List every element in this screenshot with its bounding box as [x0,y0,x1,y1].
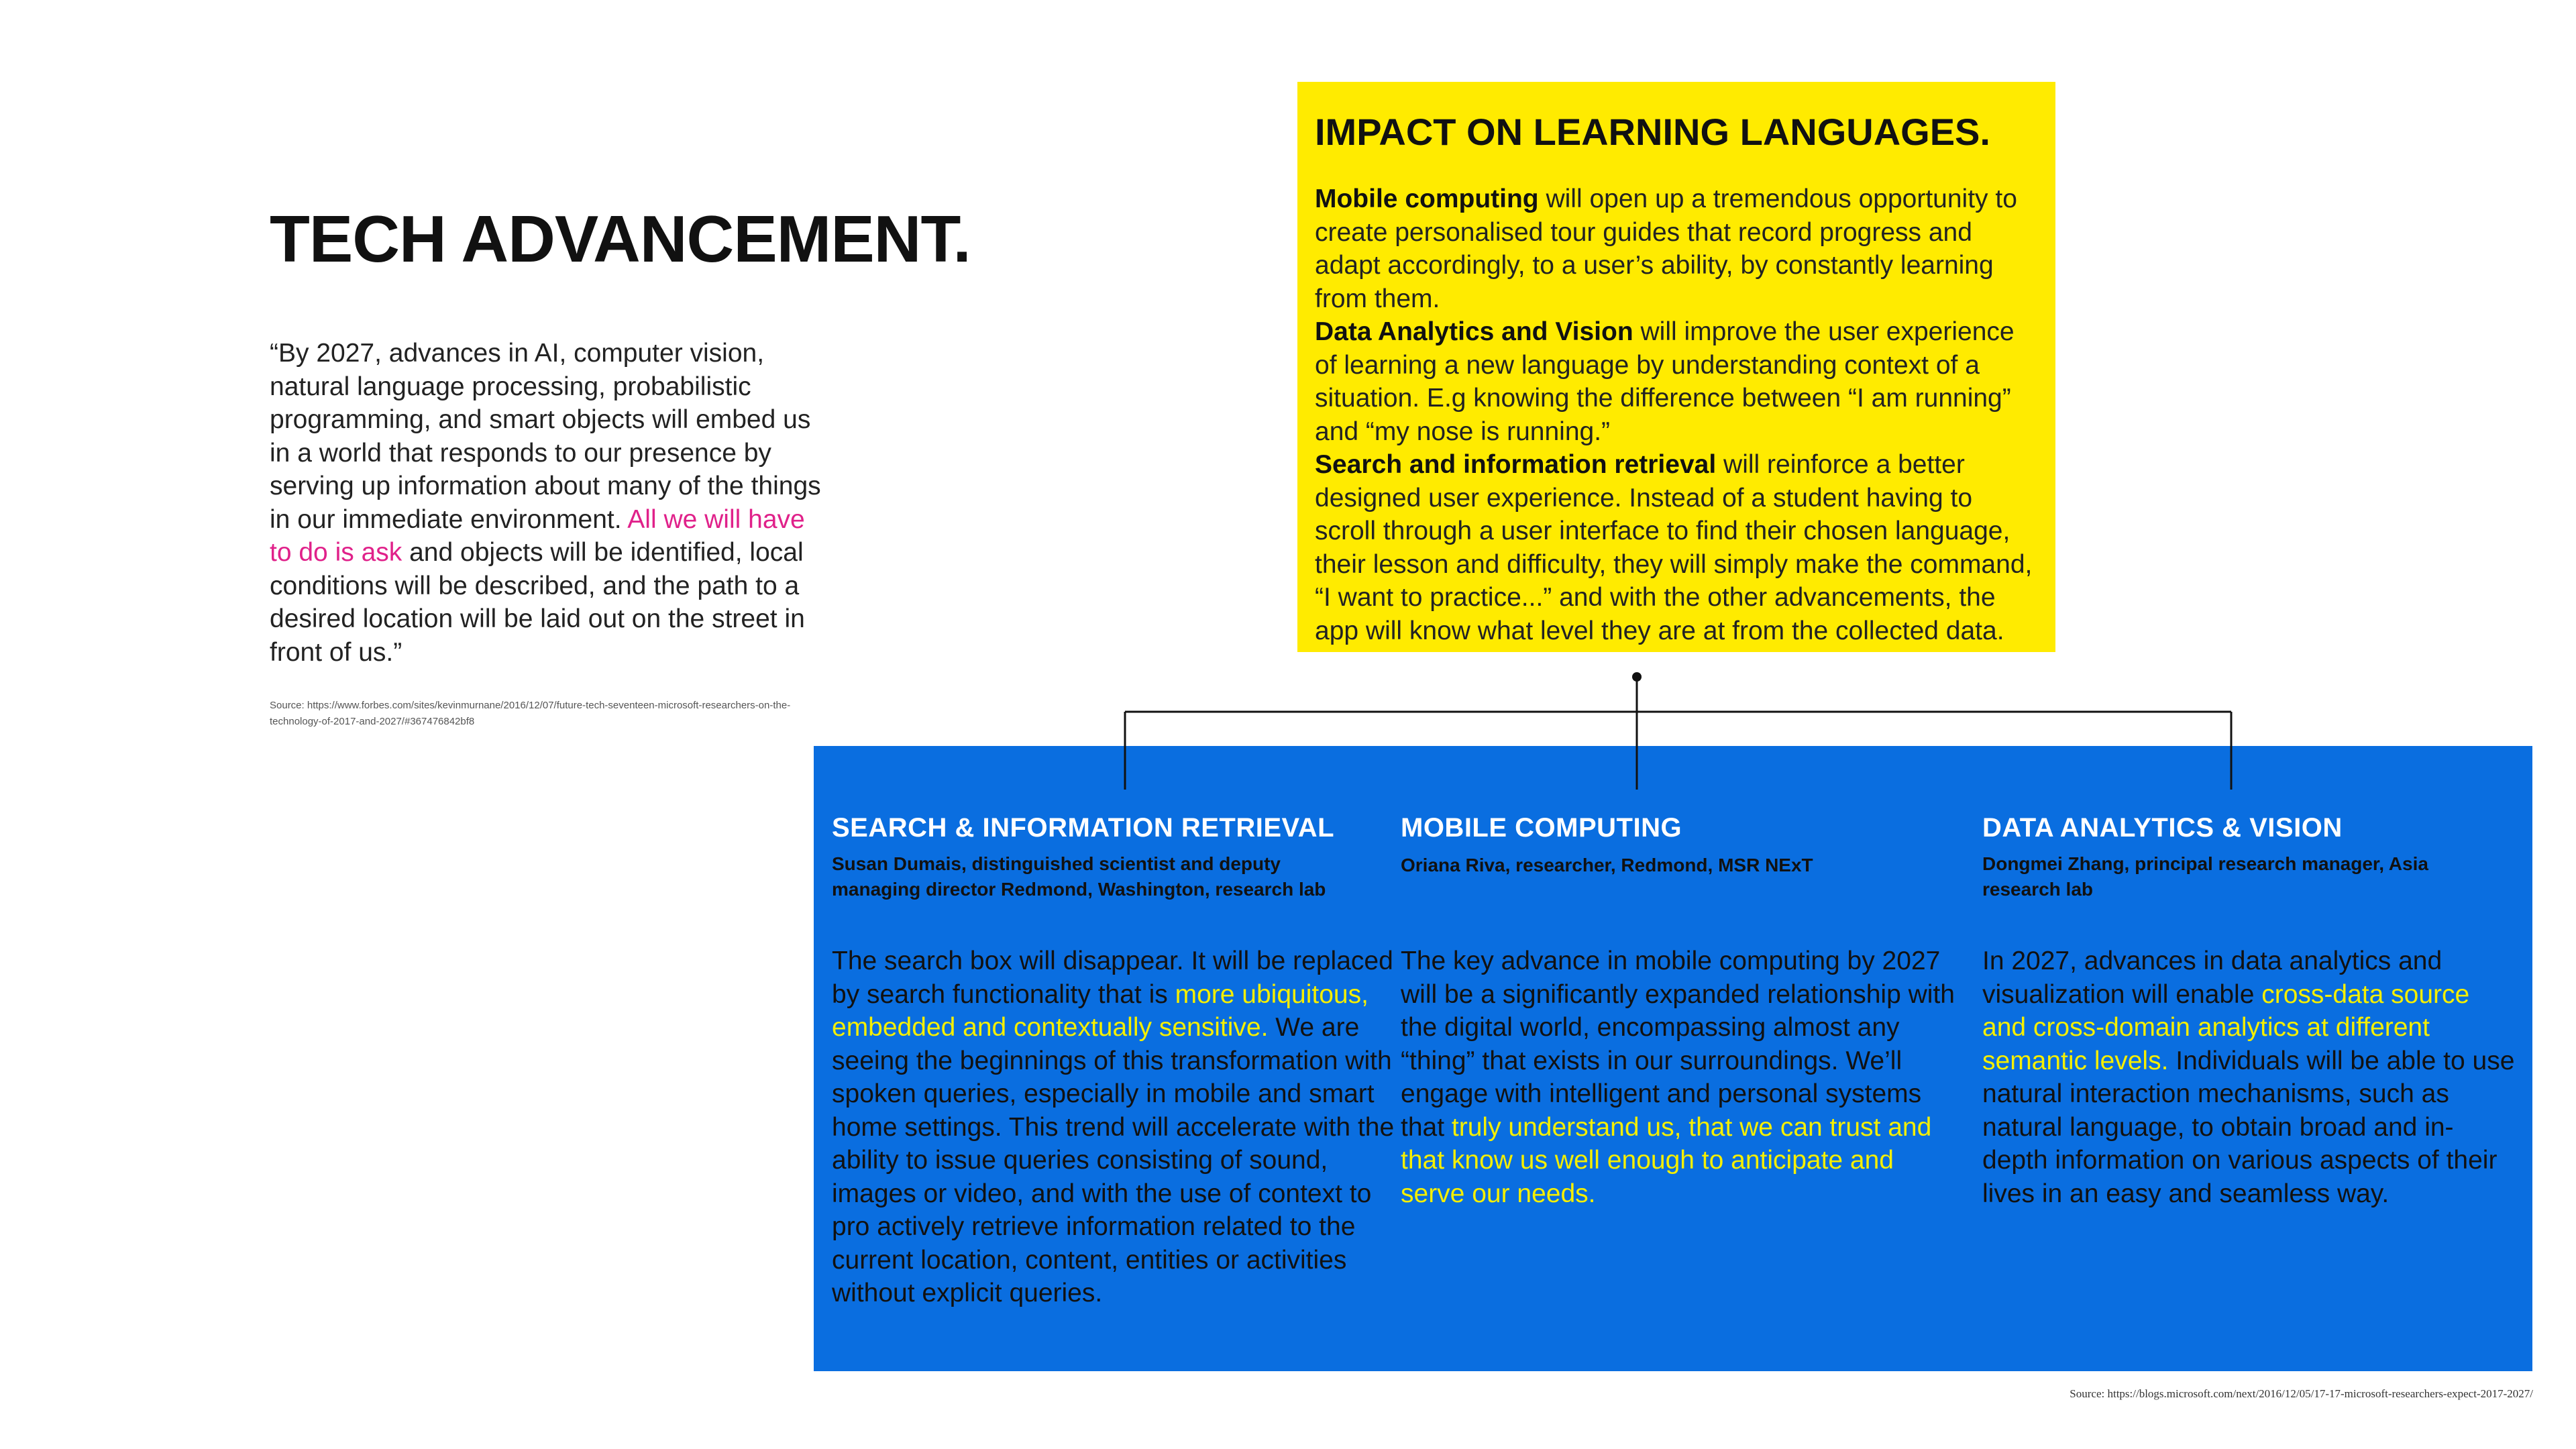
impact-term-search: Search and information retrieval [1315,450,1717,479]
quote-text-start: “By 2027, advances in AI, computer vision, natural language processing, probabilistic programming, and smart objects will embed us in a world that responds to our presence by serving up information about many of the things in our immediate environment. [270,339,821,534]
column-body-data [1982,945,2519,1210]
impact-text-search: will reinforce a better designed user experience. Instead of a student having to scroll through a user interface to find their chosen language, their lesson and difficulty, they will simply make the command, “I want to practice...” and with the other advancements, the app will know what level they are at from the collected data. [1315,450,2033,645]
column-person-search: Susan Dumais, distinguished scientist and deputy managing director Redmond, Washington, research lab [832,853,1326,900]
impact-text-data: will improve the user experience of learning a new language by understanding context of a situation. E.g knowing the difference between “I am running” and “my nose is running.” [1315,317,2015,446]
column-mobile [1401,813,1971,1208]
impact-body [1315,182,2038,647]
impact-paragraph-data [1315,315,2038,448]
body-highlight: truly understand us, that we can trust and that know us well enough to anticipate and serve our needs. [1401,1112,1932,1208]
body-highlight: more ubiquitous, embedded and contextually sensitive. [832,979,1368,1042]
page-title: TECH ADVANCEMENT. [270,202,971,276]
impact-box [1297,82,2055,652]
body-text-start: The search box will disappear. It will be replaced by search functionality that is [832,947,1393,1009]
column-body-search [832,945,1402,1310]
column-data [1982,813,2519,1208]
body-text-start: In 2027, advances in data analytics and visualization will enable [1982,947,2443,1009]
impact-text-mobile: will open up a tremendous opportunity to create personalised tour guides that record progress and adapt accordingly, to a user’s ability, by constantly learning from them. [1315,184,2017,313]
column-heading-search: SEARCH & INFORMATION RETRIEVAL [832,813,1335,843]
column-search [832,813,1402,1307]
impact-term-mobile: Mobile computing [1315,184,1539,213]
body-text-end: We are seeing the beginnings of this transformation with spoken queries, especially in mobile and smart home settings. This trend will accelerate with the ability to issue queries consisting of sound, images or video, and with the use of context to pro actively retrieve information related to the current location, content, entities or activities without explicit queries. [832,1013,1395,1307]
impact-title: IMPACT ON LEARNING LANGUAGES. [1315,111,1990,153]
column-heading-data: DATA ANALYTICS & VISION [1982,813,2343,843]
impact-term-data: Data Analytics and Vision [1315,317,1633,346]
column-heading-mobile: MOBILE COMPUTING [1401,813,1682,843]
impact-paragraph-mobile [1315,182,2038,315]
source-citation-left: Source: https://www.forbes.com/sites/kevinmurnane/2016/12/07/future-tech-seventeen-microsoft-researchers-on-the-technology-of-2017-and-2027/#367476842bf8 [270,700,791,727]
impact-paragraph-search [1315,448,2038,647]
connector-node [1632,672,1642,682]
body-text-start: The key advance in mobile computing by 2027 will be a significantly expanded relationship with the digital world, encompassing almost any “thing” that exists in our surroundings. We’ll engage with intelligent and personal systems that [1401,947,1955,1142]
quote-paragraph [270,337,833,669]
quote-highlight: All we will have to do is ask [270,504,805,567]
column-body-mobile [1401,945,1961,1210]
body-text-end: Individuals will be able to use natural interaction mechanisms, such as natural language, to obtain broad and in-depth information on various aspects of their lives in an easy and seamless way. [1982,1046,2515,1208]
quote-text-end: and objects will be identified, local conditions will be described, and the path to a desired location will be laid out on the street in front of us.” [270,538,805,667]
column-person-data: Dongmei Zhang, principal research manager, Asia research lab [1982,853,2428,900]
body-highlight: cross-data source and cross-domain analytics at different semantic levels. [1982,979,2470,1075]
column-person-mobile: Oriana Riva, researcher, Redmond, MSR NExT [1401,855,1813,875]
source-citation-right: Source: https://blogs.microsoft.com/next/2016/12/05/17-17-microsoft-researchers-expect-2017-2027/ [2070,1387,2533,1400]
